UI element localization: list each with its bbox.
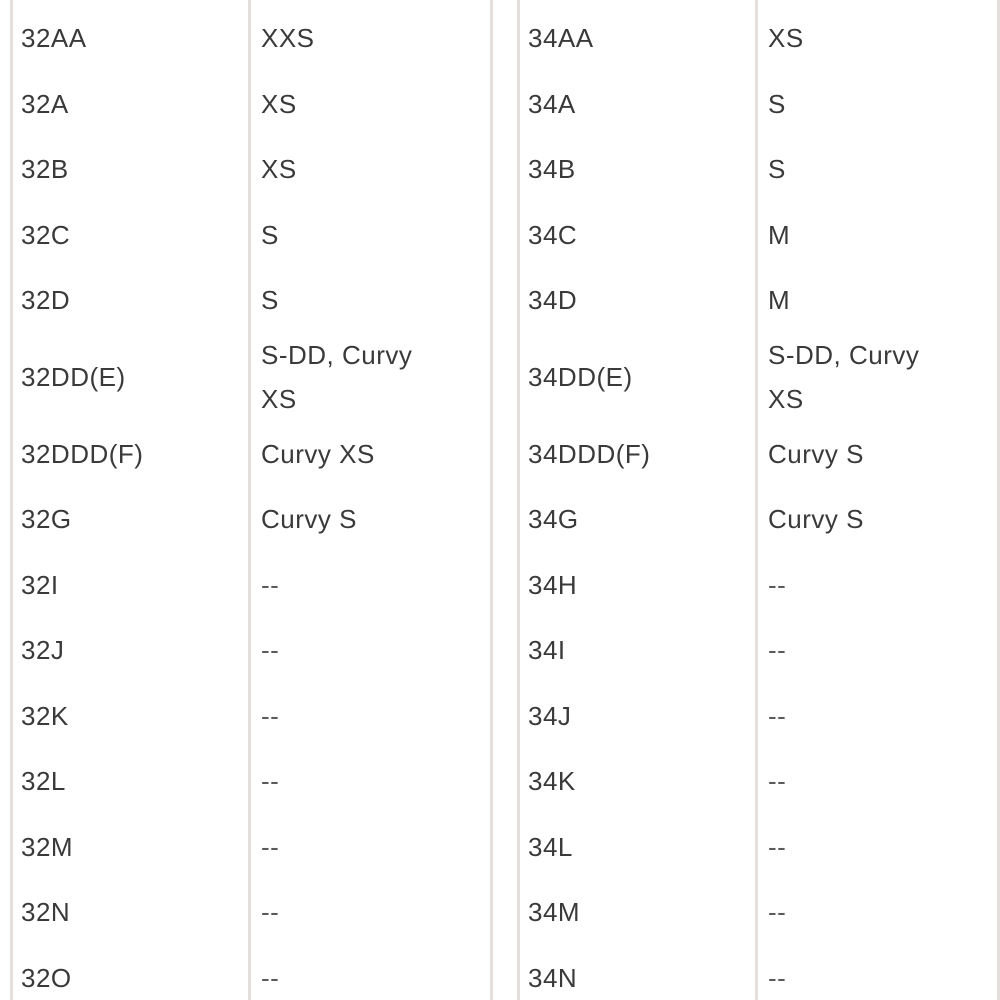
band-size-cell: 32L xyxy=(12,749,250,815)
band-size-cell: 34N xyxy=(519,945,757,1000)
table-row xyxy=(12,552,492,618)
size-table-34 xyxy=(517,0,1000,1000)
size-table-32 xyxy=(10,0,493,1000)
band-size-cell: 34DDD(F) xyxy=(519,421,757,487)
apparel-size-cell: -- xyxy=(261,569,280,600)
band-size-cell: 32A xyxy=(12,71,250,137)
table-row xyxy=(519,333,999,421)
table-row xyxy=(12,814,492,880)
table-row xyxy=(12,749,492,815)
table-row xyxy=(12,487,492,553)
table-row xyxy=(519,618,999,684)
apparel-size-cell: -- xyxy=(261,897,280,928)
band-size-cell: 34AA xyxy=(519,6,757,72)
band-size-cell: 32G xyxy=(12,487,250,553)
band-size-cell: 32DD(E) xyxy=(12,333,250,421)
apparel-size-cell: -- xyxy=(261,831,280,862)
band-size-cell: 32M xyxy=(12,814,250,880)
apparel-size-cell: -- xyxy=(768,831,787,862)
table-row xyxy=(519,945,999,1000)
apparel-size-cell: Curvy XS xyxy=(261,438,375,469)
table-row xyxy=(12,268,492,334)
band-size-cell: 32C xyxy=(12,202,250,268)
apparel-size-cell: -- xyxy=(261,635,280,666)
table-row xyxy=(519,880,999,946)
table-row xyxy=(519,683,999,749)
band-size-cell: 32O xyxy=(12,945,250,1000)
apparel-size-cell: M xyxy=(768,285,791,316)
band-size-cell: 32J xyxy=(12,618,250,684)
table-row xyxy=(519,487,999,553)
band-size-cell: 32K xyxy=(12,683,250,749)
apparel-size-cell: -- xyxy=(768,700,787,731)
apparel-size-cell: Curvy S xyxy=(768,504,864,535)
band-size-cell: 34A xyxy=(519,71,757,137)
apparel-size-cell: XS xyxy=(261,88,297,119)
apparel-size-cell: -- xyxy=(768,766,787,797)
table-row xyxy=(12,945,492,1000)
apparel-size-cell: -- xyxy=(768,569,787,600)
apparel-size-cell: Curvy S xyxy=(261,504,357,535)
table-row xyxy=(519,814,999,880)
table-row xyxy=(12,137,492,203)
apparel-size-cell: -- xyxy=(261,962,280,993)
apparel-size-cell: -- xyxy=(768,635,787,666)
band-size-cell: 32DDD(F) xyxy=(12,421,250,487)
table-row xyxy=(12,618,492,684)
band-size-cell: 32N xyxy=(12,880,250,946)
apparel-size-cell: M xyxy=(768,219,791,250)
table-row xyxy=(519,749,999,815)
band-size-cell: 34D xyxy=(519,268,757,334)
table-row xyxy=(12,202,492,268)
apparel-size-cell: XXS xyxy=(261,23,315,54)
apparel-size-cell: S xyxy=(768,88,786,119)
band-size-cell: 34J xyxy=(519,683,757,749)
table-row xyxy=(519,202,999,268)
apparel-size-cell: S-DD, Curvy XS xyxy=(261,340,413,414)
table-row xyxy=(519,421,999,487)
band-size-cell: 34B xyxy=(519,137,757,203)
table-row xyxy=(12,421,492,487)
apparel-size-cell: -- xyxy=(768,962,787,993)
band-size-cell: 34DD(E) xyxy=(519,333,757,421)
band-size-cell: 32B xyxy=(12,137,250,203)
table-row xyxy=(12,333,492,421)
table-row xyxy=(519,71,999,137)
table-row xyxy=(519,552,999,618)
band-size-cell: 34C xyxy=(519,202,757,268)
table-row xyxy=(12,71,492,137)
apparel-size-cell: S-DD, Curvy XS xyxy=(768,340,920,414)
apparel-size-cell: XS xyxy=(261,154,297,185)
apparel-size-cell: S xyxy=(261,285,279,316)
band-size-cell: 34L xyxy=(519,814,757,880)
table-row xyxy=(12,683,492,749)
apparel-size-cell: -- xyxy=(768,897,787,928)
band-size-cell: 32I xyxy=(12,552,250,618)
band-size-cell: 34I xyxy=(519,618,757,684)
band-size-cell: 32D xyxy=(12,268,250,334)
table-row xyxy=(519,137,999,203)
table-row xyxy=(12,6,492,72)
band-size-cell: 34K xyxy=(519,749,757,815)
apparel-size-cell: S xyxy=(261,219,279,250)
apparel-size-cell: -- xyxy=(261,766,280,797)
table-row xyxy=(519,268,999,334)
band-size-cell: 34H xyxy=(519,552,757,618)
apparel-size-cell: XS xyxy=(768,23,804,54)
band-size-cell: 32AA xyxy=(12,6,250,72)
apparel-size-cell: S xyxy=(768,154,786,185)
table-row xyxy=(519,6,999,72)
apparel-size-cell: Curvy S xyxy=(768,438,864,469)
band-size-cell: 34G xyxy=(519,487,757,553)
table-row xyxy=(12,880,492,946)
apparel-size-cell: -- xyxy=(261,700,280,731)
band-size-cell: 34M xyxy=(519,880,757,946)
